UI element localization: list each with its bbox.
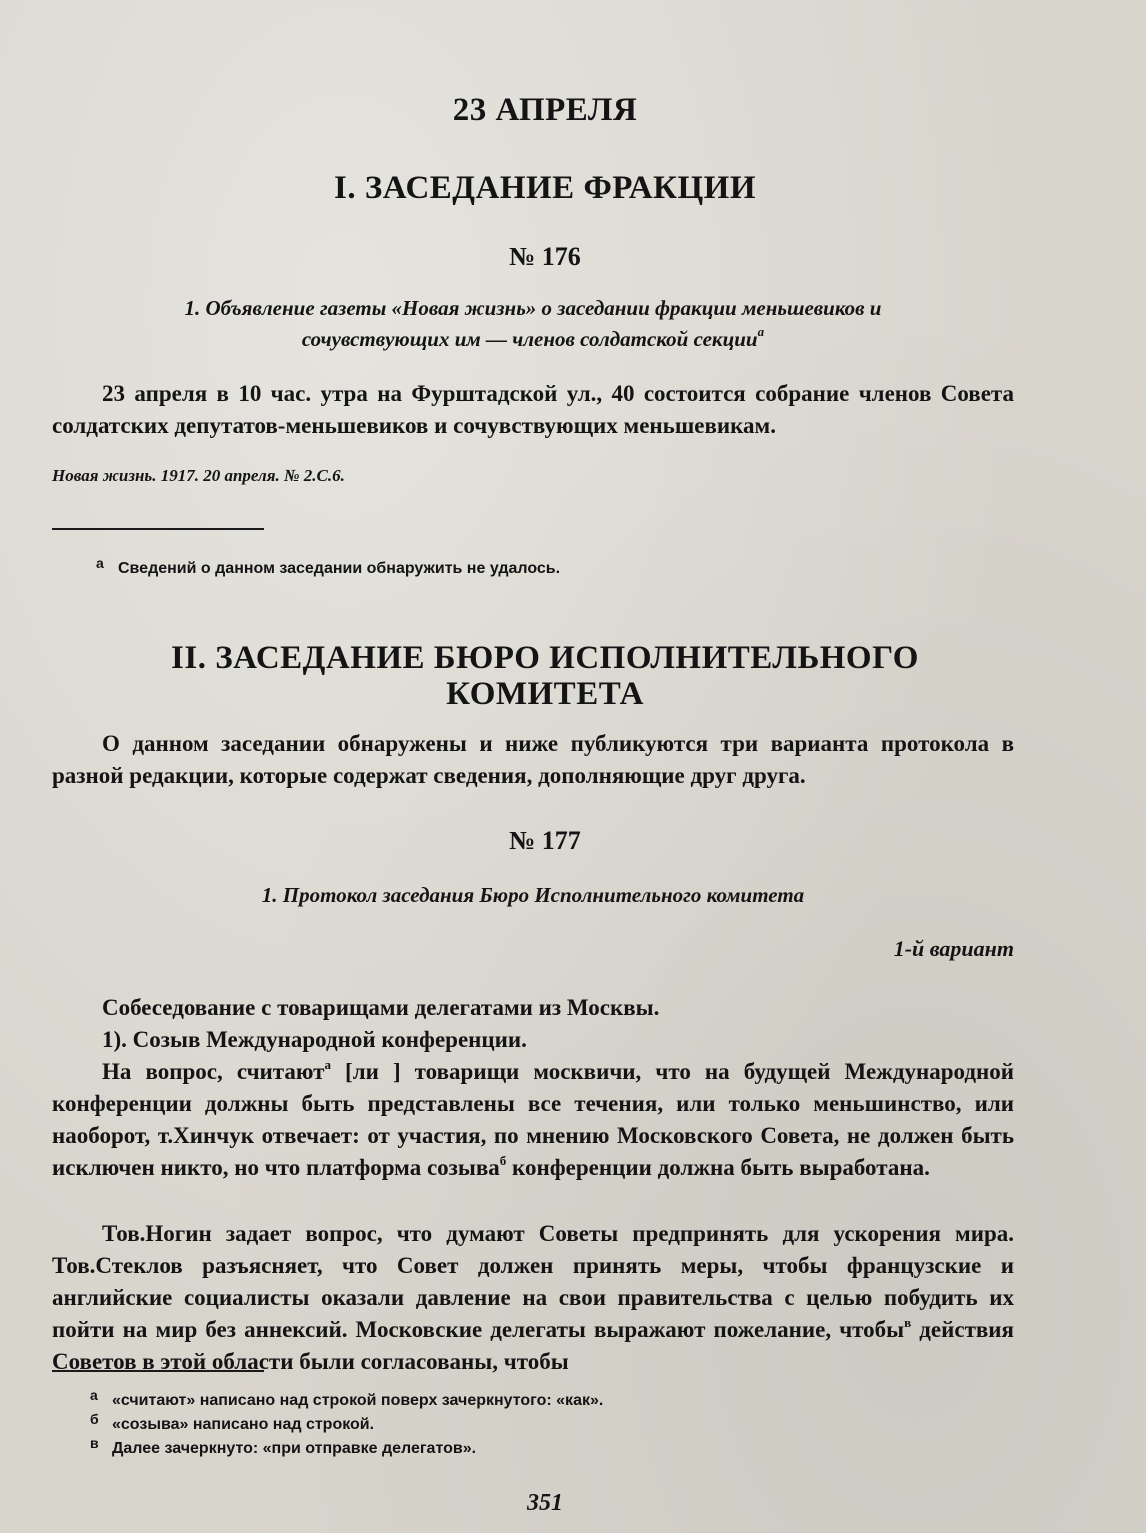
footnote-reference: в (904, 1315, 912, 1330)
footnote-text: Далее зачеркнуто: «при отправке делегатов». (112, 1440, 477, 1457)
paragraph-text: действия Советов в этой области были согласованы, чтобы (52, 1317, 1014, 1374)
bureau-intro-text: О данном заседании обнаружены и ниже публикуются три варианта протокола в разной редакции, которые содержат сведения, дополняющие друг друга. (52, 731, 1014, 788)
paragraph-text: конференции должна быть выработана. (506, 1155, 930, 1180)
footnote-mark: б (90, 1411, 99, 1427)
section-heading-line: КОМИТЕТА (446, 676, 644, 712)
section-heading-bureau (0, 640, 1090, 712)
footnote-mark: а (96, 555, 104, 571)
protocol-line-1: Собеседование с товарищами делегатами из Москвы. (102, 995, 660, 1020)
document-title-line: 1. Объявление газеты «Новая жизнь» о заседании фракции меньшевиков и (184, 296, 882, 320)
paragraph-text: На вопрос, считают (102, 1059, 325, 1084)
footnote-text: «созыва» написано над строкой. (112, 1416, 375, 1433)
document-title-176 (52, 293, 1014, 355)
announcement-text: 23 апреля в 10 час. утра на Фурштадской ул., 40 состоится собрание членов Совета солдатских депутатов-меньшевиков и сочувствующих меньшевикам. (52, 381, 1014, 438)
paragraph-text: Тов.Ногин задает вопрос, что думают Советы предпринять для ускорения мира. Тов.Стеклов разъясняет, что Совет должен принять меры, чтобы французские и английские социалисты оказали давление на свои правительства с целью побудить их пойти на мир без аннексий. Московские делегаты выражают пожелание, чтобы (52, 1221, 1014, 1342)
document-number-176: № 176 (509, 242, 581, 271)
section-heading-line: II. ЗАСЕДАНИЕ БЮРО ИСПОЛНИТЕЛЬНОГО (171, 640, 919, 676)
date-heading: 23 АПРЕЛЯ (452, 92, 638, 128)
document-title-text: сочувствующих им — членов солдатской секции (301, 327, 758, 351)
paragraph-text: [ли ] товарищи москвичи, что на будущей Международной конференции должны быть представлены все течения, или только меньшинство, или наоборот, т.Хинчук отвечает: от участия, по мнению Московского Совета, не должен быть исключен никто, но что платформа созыва (52, 1059, 1014, 1180)
variant-label: 1-й вариант (893, 936, 1014, 961)
protocol-paragraph-1 (52, 1056, 1014, 1184)
footnote-reference: б (499, 1153, 507, 1168)
footnote-mark: в (90, 1435, 99, 1451)
footnote-v (90, 1432, 990, 1460)
footnote-text: Сведений о данном заседании обнаружить не удалось. (118, 560, 561, 577)
footnote-divider (52, 1370, 264, 1372)
document-number-177: № 177 (509, 826, 581, 855)
footnote-mark: а (90, 1387, 98, 1403)
document-title-177: 1. Протокол заседания Бюро Исполнительного комитета (261, 883, 805, 907)
footnote-reference: а (324, 1057, 331, 1072)
section-heading-faction: I. ЗАСЕДАНИЕ ФРАКЦИИ (334, 170, 756, 206)
source-citation: Новая жизнь. 1917. 20 апреля. № 2.С.6. (52, 466, 345, 485)
footnote-reference: а (757, 324, 765, 339)
footnote-section1 (96, 552, 996, 580)
page-number: 351 (527, 1490, 563, 1516)
footnote-divider (52, 528, 264, 530)
protocol-line-2: 1). Созыв Международной конференции. (102, 1027, 527, 1052)
footnote-text: «считают» написано над строкой поверх зачеркнутого: «как». (112, 1392, 604, 1409)
document-title-line (52, 324, 1014, 355)
protocol-paragraph-2 (52, 1218, 1014, 1378)
